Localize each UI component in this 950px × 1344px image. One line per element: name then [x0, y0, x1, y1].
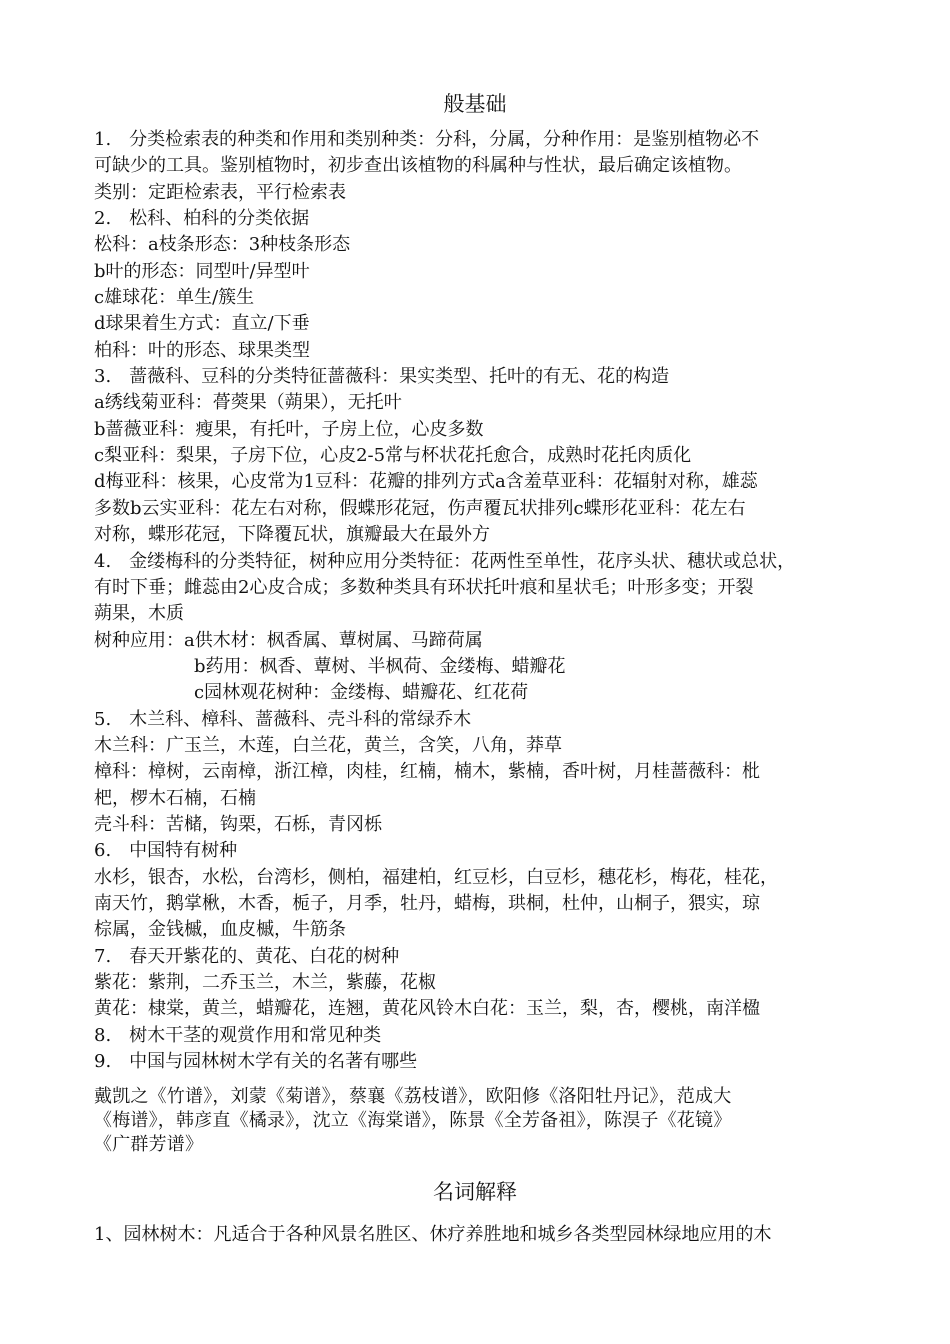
- text-line: 多数b云实亚科：花左右对称，假蝶形花冠，伤声覆瓦状排列c蝶形花亚科：花左右: [94, 497, 746, 519]
- section-title-basics: 般基础: [443, 92, 507, 116]
- text-line: 黄花：棣棠，黄兰，蜡瓣花，连翘，黄花风铃木白花：玉兰，梨，杏，樱桃，南洋楹: [94, 998, 760, 1020]
- books-paragraph: [94, 1085, 884, 1157]
- text-line: 樟科：樟树，云南樟，浙江樟，肉桂，红楠，楠木，紫楠，香叶树，月桂蔷薇科：枇: [94, 761, 760, 783]
- text-line: c梨亚科：梨果，子房下位，心皮2-5常与杯状花托愈合，成熟时花托肉质化: [94, 445, 692, 467]
- text-line: d球果着生方式：直立/下垂: [94, 313, 310, 335]
- text-line: 9. 中国与园林树木学有关的名著有哪些: [94, 1051, 418, 1073]
- text-line: 8. 树木干茎的观赏作用和常见种类: [94, 1024, 382, 1046]
- section-title-terms: 名词解释: [433, 1180, 517, 1204]
- text-line: 可缺少的工具。鉴别植物时，初步查出该植物的科属种与性状，最后确定该植物。: [94, 155, 742, 177]
- text-line: 松科：a枝条形态：3种枝条形态: [94, 234, 351, 256]
- text-line: b蔷薇亚科：瘦果，有托叶，子房上位，心皮多数: [94, 418, 484, 440]
- text-line: a绣线菊亚科：蓇葖果（蒴果），无托叶: [94, 392, 402, 414]
- text-line: c雄球花：单生/簇生: [94, 287, 255, 309]
- text-line: 《梅谱》，韩彦直《橘录》，沈立《海棠谱》，陈景《全芳备祖》，陈淏子《花镜》: [94, 1110, 732, 1131]
- text-line: b叶的形态：同型叶/异型叶: [94, 260, 310, 282]
- text-line: 1. 分类检索表的种类和作用和类别种类：分科，分属，分种作用：是鉴别植物必不: [94, 129, 760, 150]
- text-line: 柏科：叶的形态、球果类型: [94, 339, 310, 361]
- text-line: d梅亚科：核果，心皮常为1豆科：花瓣的排列方式a含羞草亚科：花辐射对称，雄蕊: [94, 471, 758, 493]
- basics-body: [94, 127, 884, 1075]
- text-line: 7. 春天开紫花的、黄花、白花的树种: [94, 945, 400, 967]
- text-line: 水杉，银杏，水松，台湾杉，侧柏，福建柏，红豆杉，白豆杉，穗花杉，梅花，桂花，: [94, 866, 778, 888]
- text-line: 南天竹，鹅掌楸，木香，栀子，月季，牡丹，蜡梅，珙桐，杜仲，山桐子，猥实，琼: [94, 892, 760, 914]
- text-line: 3. 蔷薇科、豆科的分类特征蔷薇科：果实类型、托叶的有无、花的构造: [94, 366, 670, 388]
- text-line: 戴凯之《竹谱》，刘蒙《菊谱》，蔡襄《荔枝谱》，欧阳修《洛阳牡丹记》，范成大: [94, 1086, 732, 1107]
- text-line: 4. 金缕梅科的分类特征，树种应用分类特征：花两性至单性，花序头状、穗状或总状，: [94, 550, 796, 572]
- text-line: 2. 松科、柏科的分类依据: [94, 208, 310, 230]
- text-line: 对称，蝶形花冠，下降覆瓦状，旗瓣最大在最外方: [94, 524, 490, 546]
- text-line: 木兰科：广玉兰，木莲，白兰花，黄兰，含笑，八角，莽草: [94, 734, 562, 756]
- text-line: 5. 木兰科、樟科、蔷薇科、壳斗科的常绿乔木: [94, 708, 472, 730]
- text-line: 6. 中国特有树种: [94, 840, 238, 862]
- text-line: c园林观花树种：金缕梅、蜡瓣花、红花荷: [194, 682, 529, 704]
- text-line: 紫花：紫荆，二乔玉兰，木兰，紫藤，花椒: [94, 972, 436, 993]
- text-line: 蒴果，木质: [94, 603, 184, 625]
- text-line: 树种应用：a供木材：枫香属、蕈树属、马蹄荷属: [94, 629, 483, 651]
- text-line: 壳斗科：苦槠，钩栗，石栎，青冈栎: [94, 813, 382, 835]
- text-line: 有时下垂；雌蕊由2心皮合成；多数种类具有环状托叶痕和星状毛；叶形多变；开裂: [94, 576, 754, 598]
- text-line: 1、园林树木：凡适合于各种风景名胜区、休疗养胜地和城乡各类型园林绿地应用的木: [94, 1224, 772, 1245]
- text-line: b药用：枫香、蕈树、半枫荷、金缕梅、蜡瓣花: [194, 655, 566, 677]
- text-line: 《广群芳谱》: [94, 1134, 204, 1155]
- terms-body: [94, 1222, 884, 1248]
- text-line: 杷，椤木石楠，石楠: [94, 787, 256, 809]
- text-line: 棕属，金钱槭，血皮槭，牛筋条: [94, 919, 346, 941]
- text-line: 类别：定距检索表，平行检索表: [94, 181, 346, 203]
